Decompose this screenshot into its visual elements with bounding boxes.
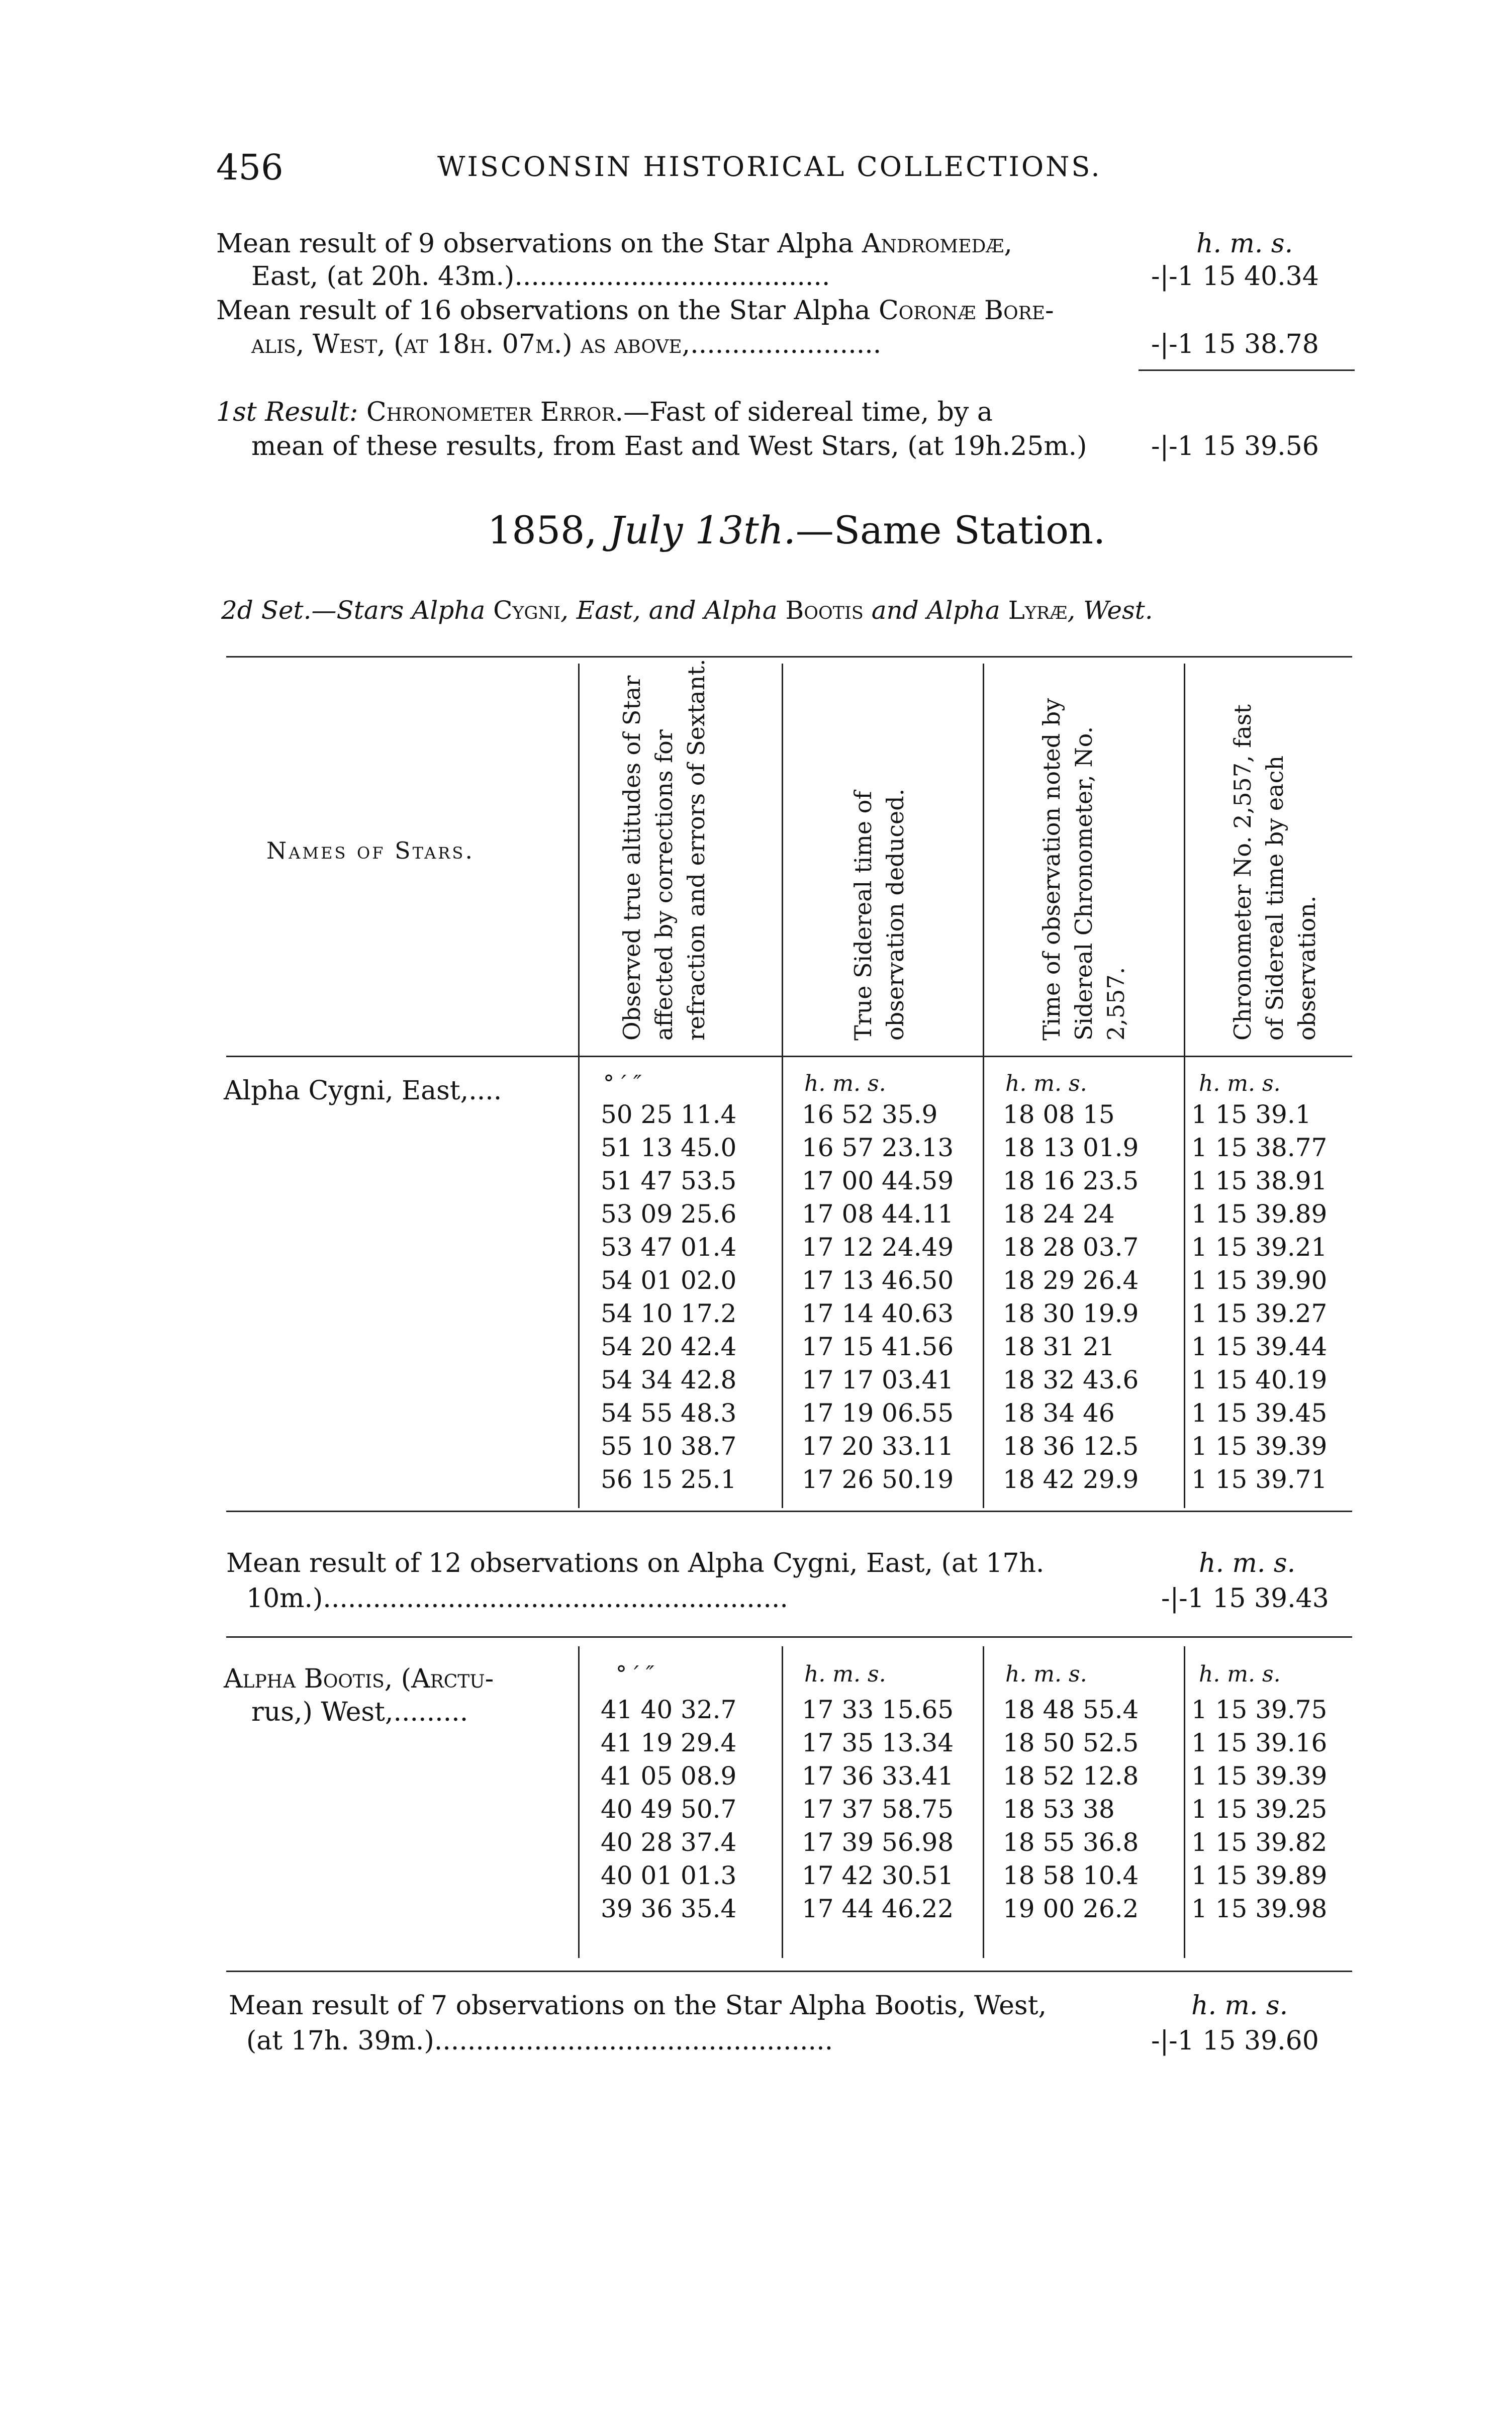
col-divider-2 — [782, 664, 783, 1508]
group1-cell-r1-c4: 1 15 39.1 — [1191, 1100, 1311, 1129]
units-hms-1c: h. m. s. — [1199, 1071, 1281, 1096]
first-result-value: -|-1 15 39.56 — [1151, 431, 1319, 461]
group2-top-rule — [226, 1636, 1352, 1638]
heading-rest: —Same Station. — [795, 508, 1106, 552]
units-degrees-1: ° ′ ″ — [603, 1071, 642, 1096]
group1-cell-r3-c3: 18 16 23.5 — [1003, 1166, 1139, 1195]
group2-cell-r6-c2: 17 42 30.51 — [802, 1861, 954, 1890]
group1-cell-r5-c4: 1 15 39.21 — [1191, 1233, 1328, 1262]
intro-line-2: East, (at 20h. 43m.)...................................... — [251, 261, 830, 292]
group2-cell-r5-c3: 18 55 36.8 — [1003, 1828, 1139, 1857]
group1-cell-r4-c1: 53 09 25.6 — [601, 1199, 737, 1229]
group1-cell-r10-c3: 18 34 46 — [1003, 1398, 1115, 1428]
set-d: , West. — [1067, 596, 1153, 625]
group1-cell-r11-c3: 18 36 12.5 — [1003, 1432, 1139, 1461]
set-star-cygni: Cygni — [493, 596, 560, 625]
group1-cell-r9-c2: 17 17 03.41 — [802, 1365, 954, 1394]
group2-cell-r3-c2: 17 36 33.41 — [802, 1761, 954, 1791]
group2-bottom-rule — [226, 1971, 1352, 1972]
set-line — [221, 596, 1153, 625]
units-degrees-2: ° ′ ″ — [616, 1661, 654, 1687]
group1-cell-r9-c3: 18 32 43.6 — [1003, 1365, 1139, 1394]
group1-cell-r7-c3: 18 30 19.9 — [1003, 1299, 1139, 1328]
heading-year: 1858, — [488, 508, 609, 552]
group2-cell-r5-c1: 40 28 37.4 — [601, 1828, 737, 1857]
group2-cell-r2-c3: 18 50 52.5 — [1003, 1728, 1139, 1757]
group1-cell-r1-c2: 16 52 35.9 — [802, 1100, 938, 1129]
group2-cell-r6-c4: 1 15 39.89 — [1191, 1861, 1328, 1890]
group2-cell-r4-c4: 1 15 39.25 — [1191, 1795, 1328, 1824]
group2-cell-r3-c3: 18 52 12.8 — [1003, 1761, 1139, 1791]
g2-col-divider-2 — [782, 1646, 783, 1958]
group2-cell-r7-c2: 17 44 46.22 — [802, 1894, 954, 1923]
group1-cell-r1-c3: 18 08 15 — [1003, 1100, 1115, 1129]
mean1-line-2: 10m.)........................................................ — [246, 1583, 788, 1614]
col-divider-3 — [983, 664, 984, 1508]
set-c: and Alpha — [863, 596, 1008, 625]
set-a: —Stars Alpha — [311, 596, 494, 625]
chronometer-error: Chronometer Error. — [366, 397, 624, 427]
units-hms-1b: h. m. s. — [1005, 1071, 1087, 1096]
col-header-sidereal-time: True Sidereal time of observation deduced. — [849, 788, 909, 1041]
units-hms-2c: h. m. s. — [1199, 1661, 1281, 1687]
group1-cell-r2-c3: 18 13 01.9 — [1003, 1133, 1139, 1162]
group1-cell-r10-c2: 17 19 06.55 — [802, 1398, 954, 1428]
group1-cell-r11-c2: 17 20 33.11 — [802, 1432, 954, 1461]
group1-cell-r9-c4: 1 15 40.19 — [1191, 1365, 1328, 1394]
star-name-cygni — [224, 1076, 502, 1106]
group1-cell-r4-c4: 1 15 39.89 — [1191, 1199, 1328, 1229]
group1-cell-r8-c2: 17 15 41.56 — [802, 1332, 954, 1361]
group2-cell-r1-c3: 18 48 55.4 — [1003, 1695, 1139, 1724]
set-b: , East, and Alpha — [560, 596, 786, 625]
group2-cell-r7-c3: 19 00 26.2 — [1003, 1894, 1139, 1923]
set-star-bootis: Bootis — [785, 596, 864, 625]
group1-cell-r10-c1: 54 55 48.3 — [601, 1398, 737, 1428]
col-header-chronometer-fast: Chronometer No. 2,557, fast of Sidereal time by each observation. — [1229, 704, 1320, 1041]
group1-cell-r8-c4: 1 15 39.44 — [1191, 1332, 1328, 1361]
group1-cell-r6-c2: 17 13 46.50 — [802, 1266, 954, 1295]
mean2-units: h. m. s. — [1191, 1991, 1288, 2021]
group2-cell-r1-c2: 17 33 15.65 — [802, 1695, 954, 1724]
group1-cell-r3-c2: 17 00 44.59 — [802, 1166, 954, 1195]
first-result-line-2: mean of these results, from East and West Stars, (at 19h.25m.) — [251, 431, 1087, 461]
g2-col-divider-3 — [983, 1646, 984, 1958]
group2-cell-r5-c4: 1 15 39.82 — [1191, 1828, 1328, 1857]
group1-cell-r4-c2: 17 08 44.11 — [802, 1199, 954, 1229]
group1-cell-r12-c3: 18 42 29.9 — [1003, 1465, 1139, 1494]
col-header-observation-time: Time of observation noted by Sidereal Chronometer, No. 2,557. — [1038, 698, 1129, 1041]
mean1-units: h. m. s. — [1199, 1548, 1296, 1578]
first-result-text: —Fast of sidereal time, by a — [623, 397, 993, 427]
group1-cell-r2-c4: 1 15 38.77 — [1191, 1133, 1328, 1162]
intro-value-1: -|-1 15 40.34 — [1151, 261, 1319, 292]
mean2-line-1: Mean result of 7 observations on the Star Alpha Bootis, West, — [229, 1991, 1047, 2021]
group2-cell-r4-c3: 18 53 38 — [1003, 1795, 1115, 1824]
units-hms-2b: h. m. s. — [1005, 1661, 1087, 1687]
group1-cell-r8-c3: 18 31 21 — [1003, 1332, 1115, 1361]
group1-cell-r10-c4: 1 15 39.45 — [1191, 1398, 1328, 1428]
intro-line-3 — [216, 296, 1054, 326]
group1-cell-r6-c4: 1 15 39.90 — [1191, 1266, 1328, 1295]
group1-cell-r11-c4: 1 15 39.39 — [1191, 1432, 1328, 1461]
group2-cell-r4-c2: 17 37 58.75 — [802, 1795, 954, 1824]
mean1-value: -|-1 15 39.43 — [1161, 1583, 1329, 1614]
page-number: 456 — [216, 147, 284, 188]
star-name-bootis-2: rus,) West,......... — [251, 1697, 468, 1727]
group2-cell-r1-c1: 41 40 32.7 — [601, 1695, 737, 1724]
star-name-bootis-1: Alpha Bootis, (Arctu- — [224, 1664, 494, 1694]
star-coronae: Coronæ Bore- — [878, 296, 1054, 326]
intro-units: h. m. s. — [1196, 229, 1293, 259]
mean1-line-1: Mean result of 12 observations on Alpha Cygni, East, (at 17h. — [226, 1548, 1045, 1578]
group2-cell-r3-c4: 1 15 39.39 — [1191, 1761, 1328, 1791]
group1-cell-r12-c1: 56 15 25.1 — [601, 1465, 737, 1494]
set-label: 2d Set. — [221, 596, 312, 625]
group1-cell-r8-c1: 54 20 42.4 — [601, 1332, 737, 1361]
group2-cell-r1-c4: 1 15 39.75 — [1191, 1695, 1328, 1724]
section-heading — [488, 508, 1105, 552]
col-header-altitudes: Observed true altitudes of Star affected by corrections for refraction and errors of Sextant. — [618, 659, 710, 1041]
group1-cell-r1-c1: 50 25 11.4 — [601, 1100, 737, 1129]
star-cygni-label: Alpha Cygni, East,.... — [224, 1076, 502, 1106]
group1-cell-r12-c4: 1 15 39.71 — [1191, 1465, 1328, 1494]
group2-cell-r4-c1: 40 49 50.7 — [601, 1795, 737, 1824]
col-divider-1 — [578, 664, 580, 1508]
group1-bottom-rule — [226, 1511, 1352, 1512]
group1-cell-r9-c1: 54 34 42.8 — [601, 1365, 737, 1394]
group2-cell-r2-c2: 17 35 13.34 — [802, 1728, 954, 1757]
star-andromedae: Andromedæ, — [862, 229, 1012, 259]
heading-date: July 13th. — [609, 508, 796, 552]
group1-cell-r2-c1: 51 13 45.0 — [601, 1133, 737, 1162]
group2-cell-r6-c1: 40 01 01.3 — [601, 1861, 737, 1890]
group1-cell-r5-c2: 17 12 24.49 — [802, 1233, 954, 1262]
units-hms-2a: h. m. s. — [804, 1661, 886, 1687]
group1-cell-r5-c3: 18 28 03.7 — [1003, 1233, 1139, 1262]
group1-cell-r7-c1: 54 10 17.2 — [601, 1299, 737, 1328]
intro-line-4: alis, West, (at 18h. 07m.) as above,....................... — [251, 329, 882, 359]
names-of-stars-header: Names of Stars. — [266, 837, 475, 864]
running-title: WISCONSIN HISTORICAL COLLECTIONS. — [437, 151, 1102, 182]
set-star-lyrae: Lyræ — [1008, 596, 1068, 625]
units-hms-1a: h. m. s. — [804, 1071, 886, 1096]
col-divider-4 — [1184, 664, 1185, 1508]
group1-cell-r5-c1: 53 47 01.4 — [601, 1233, 737, 1262]
group1-cell-r7-c4: 1 15 39.27 — [1191, 1299, 1328, 1328]
group1-cell-r6-c3: 18 29 26.4 — [1003, 1266, 1139, 1295]
first-result-line — [216, 397, 993, 427]
group2-cell-r7-c1: 39 36 35.4 — [601, 1894, 737, 1923]
group2-cell-r2-c1: 41 19 29.4 — [601, 1728, 737, 1757]
group1-cell-r7-c2: 17 14 40.63 — [802, 1299, 954, 1328]
group2-cell-r2-c4: 1 15 39.16 — [1191, 1728, 1328, 1757]
group1-cell-r12-c2: 17 26 50.19 — [802, 1465, 954, 1494]
header-bottom-rule — [226, 1056, 1352, 1057]
mean2-line-2: (at 17h. 39m.)................................................ — [246, 2026, 833, 2056]
group2-cell-r5-c2: 17 39 56.98 — [802, 1828, 954, 1857]
table-top-rule — [226, 656, 1352, 658]
group1-cell-r11-c1: 55 10 38.7 — [601, 1432, 737, 1461]
group1-cell-r4-c3: 18 24 24 — [1003, 1199, 1115, 1229]
intro-line-1-text: Mean result of 9 observations on the Star Alpha — [216, 229, 862, 259]
group2-cell-r7-c4: 1 15 39.98 — [1191, 1894, 1328, 1923]
group2-cell-r3-c1: 41 05 08.9 — [601, 1761, 737, 1791]
group1-cell-r3-c1: 51 47 53.5 — [601, 1166, 737, 1195]
group1-cell-r3-c4: 1 15 38.91 — [1191, 1166, 1328, 1195]
intro-line-3-text: Mean result of 16 observations on the Star Alpha — [216, 296, 879, 326]
g2-col-divider-1 — [578, 1646, 580, 1958]
g2-col-divider-4 — [1184, 1646, 1185, 1958]
group1-cell-r2-c2: 16 57 23.13 — [802, 1133, 954, 1162]
mean2-value: -|-1 15 39.60 — [1151, 2026, 1319, 2056]
group1-cell-r6-c1: 54 01 02.0 — [601, 1266, 737, 1295]
first-result-label: 1st Result: — [216, 397, 358, 427]
intro-line-1 — [216, 229, 1012, 259]
group2-cell-r6-c3: 18 58 10.4 — [1003, 1861, 1139, 1890]
intro-value-2: -|-1 15 38.78 — [1151, 329, 1319, 359]
sum-rule — [1139, 369, 1355, 371]
